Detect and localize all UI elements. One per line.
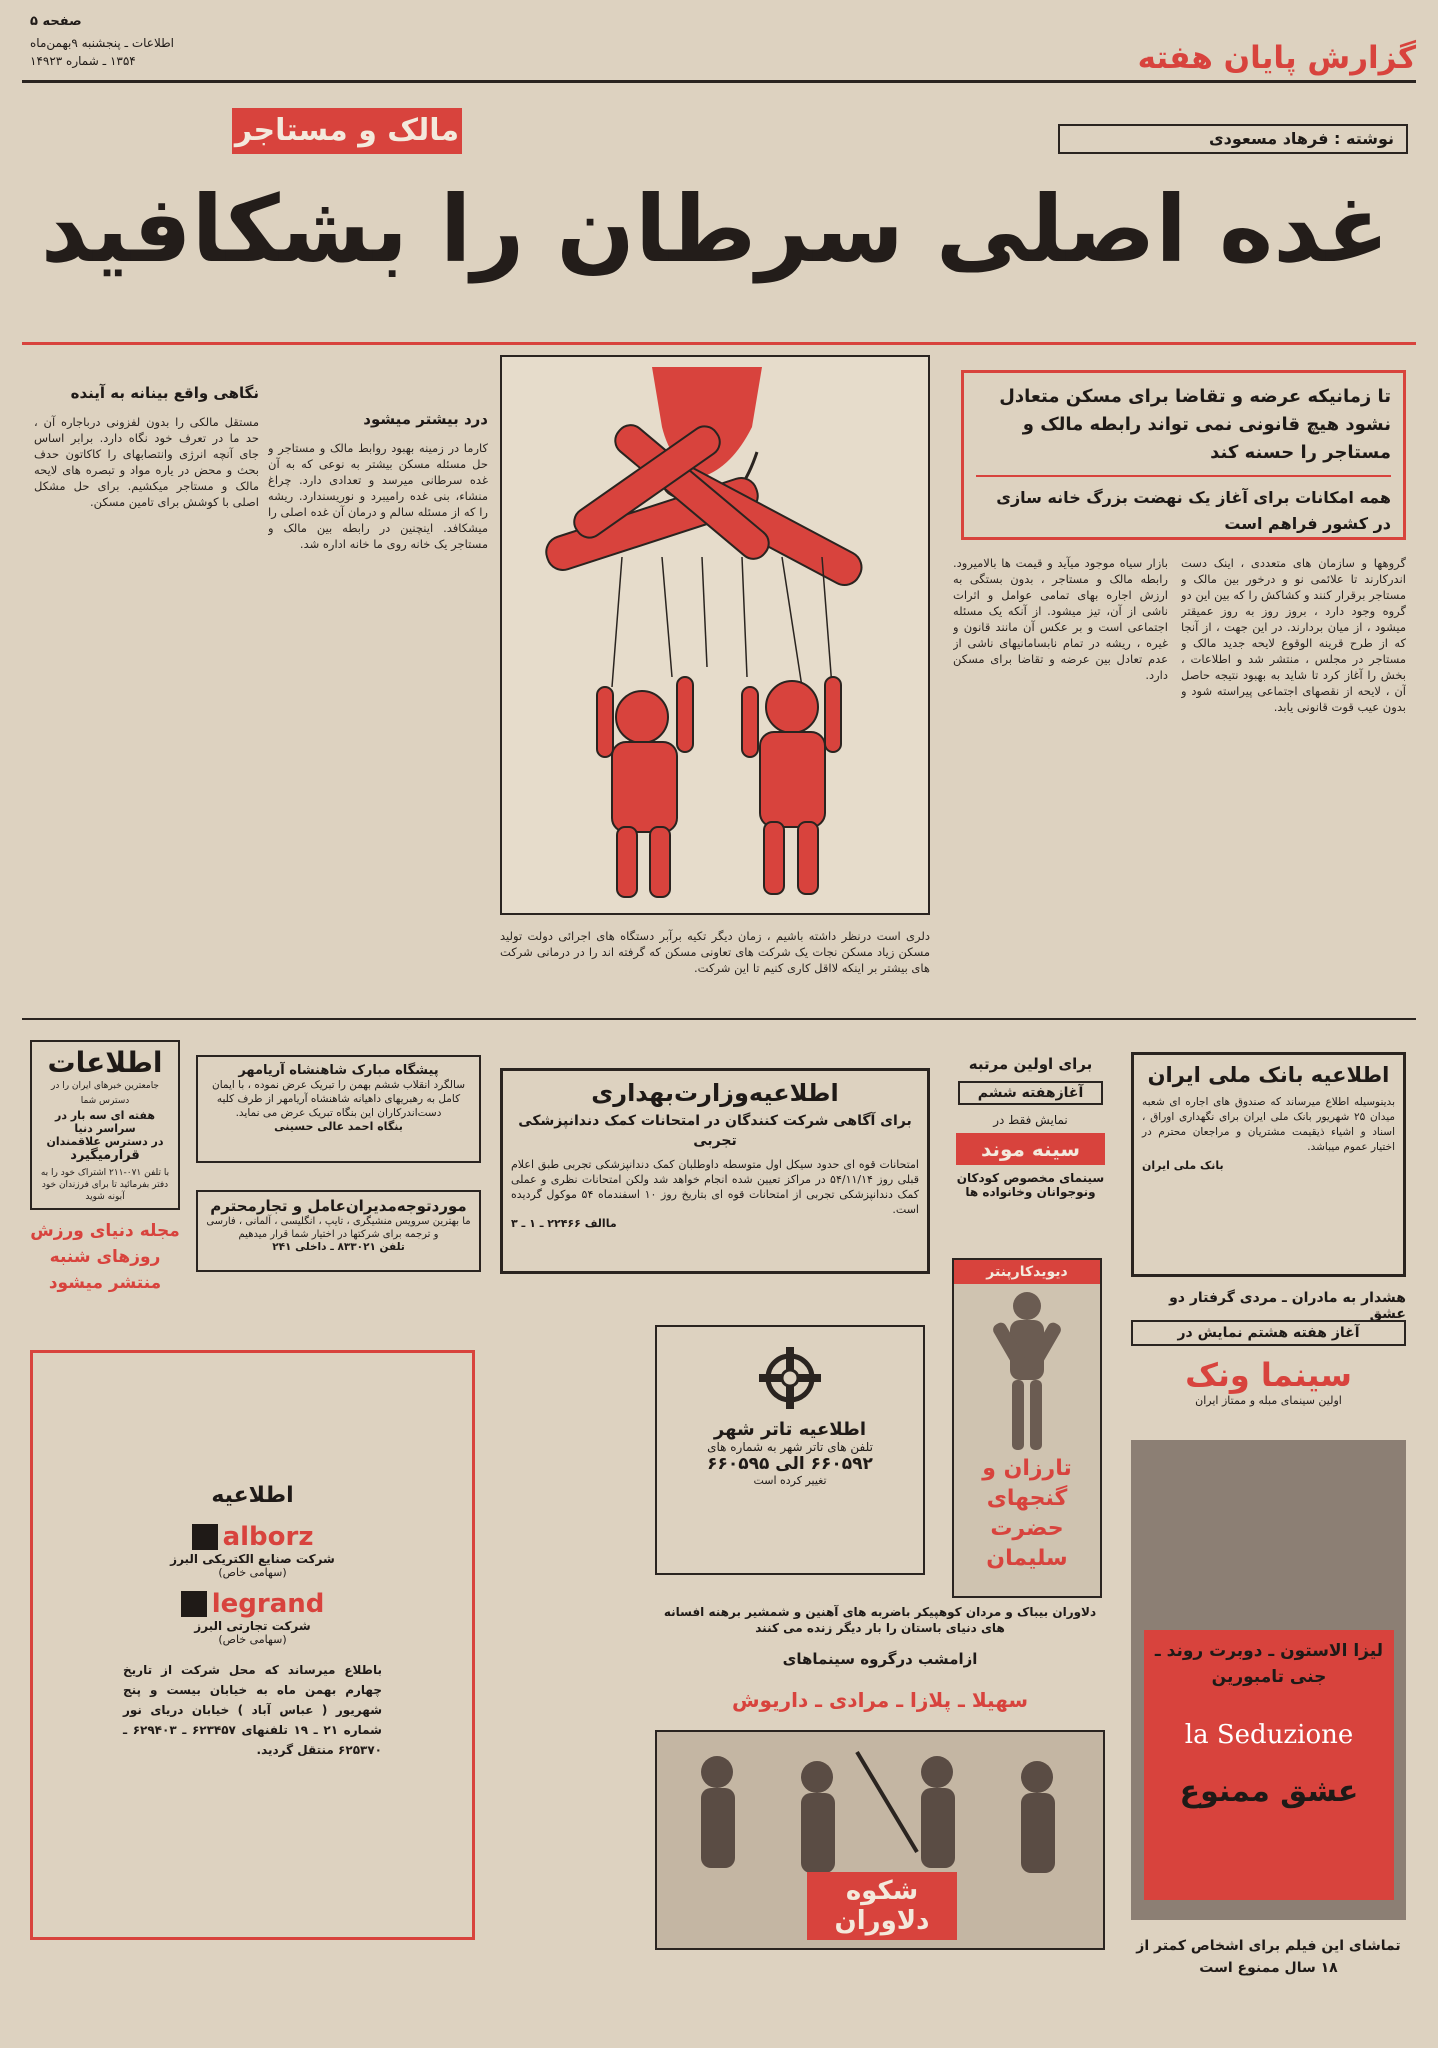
ad-ettelaat: [30, 1040, 180, 1210]
ad-health-subtitle: برای آگاهی شرکت کنندگان در امتحانات کمک دندانپزشکی تجربی: [518, 1113, 912, 1149]
ad-theater-title: اطلاعیه تاتر شهر: [713, 1419, 867, 1440]
article-bottom-rule: [22, 1018, 1416, 1020]
ad-heroes-caption: دلاوران بیباک و مردان کوهپیکر باضربه های آهنین و شمشیر برهنه افسانه های دنیای باستان را بار دیگر زنده می کنند: [663, 1605, 1097, 1635]
tarzan-figure: [954, 1284, 1100, 1454]
ad-congrats: [196, 1055, 481, 1163]
ad-monak-poster: [1131, 1440, 1406, 1920]
ad-ettelaat-line-3: قرارمیگیرد: [70, 1148, 140, 1163]
ad-first-time-line-4: سینمای مخصوص کودکان: [956, 1171, 1105, 1185]
headline: غده اصلی سرطان را بشکافید: [40, 176, 1390, 283]
ad-monak-line2: اولین سینمای مبله و ممتاز ایران: [1195, 1394, 1342, 1407]
ad-alborz-brand1-sub2: (سهامی خاص): [218, 1566, 287, 1579]
ad-monak: [1131, 1320, 1406, 1407]
ad-monak-title-fa: عشق ممنوع: [1179, 1774, 1359, 1809]
lead-text: تا زمانیکه عرضه و تقاضا برای مسکن متعادل نشود هیچ قانونی نمی تواند رابطه مالک و مستاجر را حسنه کند: [999, 386, 1391, 463]
ad-bank-sign: بانک ملی ایران: [1142, 1159, 1224, 1172]
ad-hiring-title: موردتوجه‌مدیران‌عامل و تجارمحترم: [210, 1197, 467, 1215]
article-col-3: کارما در زمینه بهبود روابط مالک و مستاجر و حل مسئله مسکن بیشتر به نوعی که به آن غده سرطانی میرسد و تعدادی دارد. چراغ منشاء، بنی غده رامیبرد و نوریسندارد. ریشه را که از مسئله سالم و درمان آن غده اصلی را میشکافد. اینچنین در رابطه بین مالک و مستاجر یک خانه روی ما خانه اداره شد.: [268, 441, 488, 551]
ad-cinema-warning: هشدار به مادران ـ مردی گرفتار دو عشق: [1169, 1290, 1406, 1322]
ad-first-time-line-2: نمایش فقط در: [993, 1113, 1068, 1127]
ad-bank-body: بدینوسیله اطلاع میرساند که صندوق های اجاره ای شعبه میدان ۲۵ شهریور بانک ملی ایران برای نگهداری اوراق ، اسناد و اشیاء ذیقیمت مشتریان و مراجعان محترم در اختیار عموم میباشد.: [1142, 1096, 1395, 1153]
puppet-cartoon: [502, 357, 928, 913]
ad-heroes-title: شکوه دلاوران: [807, 1872, 957, 1940]
ad-alborz-title: اطلاعیه: [211, 1483, 294, 1508]
ad-bank-title: اطلاعیه بانک ملی ایران: [1147, 1063, 1390, 1087]
ad-monak-title-en: la Seduzione: [1184, 1720, 1354, 1750]
ad-sport-line-2: منتشر میشود: [48, 1273, 162, 1293]
ad-first-time-line-3: سینه موند: [956, 1133, 1105, 1165]
lead-divider: [976, 475, 1391, 477]
lead-text-2: همه امکانات برای آغاز یک نهضت بزرگ خانه سازی در کشور فراهم است: [996, 488, 1391, 533]
ad-first-time-line-5: ونوجوانان وخانواده ها: [965, 1185, 1096, 1199]
article-col-4: مستقل مالکی را بدون لفزونی درباجاره آن ، حد ما در تعرف خود نگاه دارد. برابر اساس جای آنچه انرژی وانتصابهای را کاکاتون حدف بحث و محض در یاره مواد و تبصره های لایحه مالک و مستاجر میکشیم. برای حل مشکل اصلی با کوشش برای تامین مسکن.: [34, 415, 259, 509]
ad-tarzan-studio: دیویدکارپنتر: [954, 1260, 1100, 1284]
ad-sport-line-0: مجله دنیای ورزش: [30, 1221, 180, 1241]
ad-theater-note: تغییر کرده است: [753, 1474, 827, 1487]
author-line: نوشته : فرهاد مسعودی: [1058, 124, 1408, 154]
ad-theater: [655, 1325, 925, 1575]
ad-health-title: اطلاعیه‌وزارت‌بهداری: [591, 1079, 839, 1107]
ad-heroes-tonight: ازامشب درگروه سینماهای: [782, 1650, 978, 1668]
ad-monak-stars: لیزا الاستون ـ دوبرت روند ـ جنی تامبورین: [1154, 1641, 1384, 1687]
ad-congrats-body: سالگرد انقلاب ششم بهمن را تبریک عرض نموده ، با ایمان کامل به رهبریهای داهیانه شاهنشاه آریامهر از طرف کلیه دست‌اندرکاران این بنگاه تبریک عرض می نماید.: [212, 1079, 465, 1119]
ad-ettelaat-line-2: در دسترس علاقمندان: [46, 1135, 164, 1148]
ad-monak-name: سینما ونک: [1185, 1356, 1352, 1394]
legrand-logo-icon: [181, 1591, 207, 1617]
article-col-2: بازار سیاه موجود میآید و قیمت ها بالامیرود. رابطه مالک و مستاجر ، بدون بستگی به ارزش اجاره بهای تمامی عوامل و اثرات ناشی از آن، تیز میشود. از آنکه یک مسئله اجتماعی است و بر عکس آن مانند قانون و غیره ، ریشه در تمام نابسامانیهای ناشی از عدم تعادل بین عرضه و تقاضا برای مسکن دارد.: [953, 556, 1168, 682]
ad-tarzan: [952, 1258, 1102, 1598]
cartoon-illustration: [500, 355, 930, 915]
ad-alborz-body: باطلاع میرساند که محل شرکت از تاریخ چهارم بهمن ماه به خیابان بیست و پنج شهریور ( عباس آباد ) خیابان دریای نور شماره ۲۱ ـ ۱۹ تلفنهای ۶۲۳۴۵۷ ـ ۶۲۹۴۰۳ ـ ۶۲۵۳۷۰ منتقل گردید.: [123, 1663, 382, 1757]
section-title: گزارش پایان هفته: [1137, 40, 1416, 76]
ad-first-time: [948, 1055, 1113, 1255]
ad-hiring-body: ما بهترین سرویس منشیگری ، تایپ ، انگلیسی ، آلمانی ، فارسی و ترجمه برای شرکتها در اختیار شما قرار میدهیم: [206, 1216, 471, 1240]
ad-monak-line1: آغاز هفته هشتم نمایش در: [1131, 1320, 1406, 1346]
ad-health-footer: ماالف ۲۲۴۶۶ ـ ۱ ـ ۳: [511, 1217, 617, 1230]
poster-red-panel: [1144, 1630, 1394, 1900]
article-col-5: دلری است درنظر داشته باشیم ، زمان دیگر تکیه برآبر دستگاه های اجرائی دولت تولید مسکن زیاد مسکن نجات یک شرکت های تعاونی مسکن که گرفته اند را در درمانی شرکت های بیشتر بر اینکه لااقل کاری کنیم تا این شرکت.: [500, 929, 930, 975]
alborz-logo-icon: [192, 1524, 218, 1550]
ad-alborz-brand1-sub: شرکت صنایع الکتریکی البرز: [170, 1552, 335, 1566]
page-label: صفحه ۵: [30, 14, 82, 29]
ad-congrats-title: پیشگاه مبارک شاهنشاه آریامهر: [238, 1063, 439, 1078]
ad-heroes-cinemas: سهیلا ـ پلازا ـ مرادی ـ داریوش: [731, 1688, 1029, 1712]
ad-theater-numbers: ۶۶۰۵۹۲ الی ۶۶۰۵۹۵: [707, 1454, 873, 1474]
ad-congrats-sign: بنگاه احمد عالی حسینی: [274, 1120, 403, 1133]
ad-hiring-phone: تلفن ۸۳۳۰۲۱ ـ داخلی ۲۴۱: [272, 1241, 405, 1253]
ad-ettelaat-title: اطلاعات: [47, 1046, 163, 1079]
ad-alborz: [30, 1350, 475, 1940]
ad-first-time-line-0: برای اولین مرتبه: [968, 1055, 1093, 1073]
ad-tarzan-title: تارزان و گنجهای حضرت سلیمان: [982, 1456, 1072, 1571]
subhead-realistic-view: نگاهی واقع بینانه به آینده: [70, 384, 259, 402]
paper-info: اطلاعات ـ پنجشنبه ۹بهمن‌ماه: [30, 36, 174, 50]
masthead-rule: [22, 80, 1416, 83]
ad-sport: [30, 1218, 180, 1296]
ad-alborz-brand2-sub2: (سهامی خاص): [218, 1633, 287, 1646]
article-kicker: مالک و مستاجر: [232, 108, 462, 154]
ad-ettelaat-line-1: هفته ای سه بار در سراسر دنیا: [55, 1109, 155, 1135]
ad-health-ministry: [500, 1068, 930, 1274]
ad-first-time-line-1: آغازهفته ششم: [958, 1081, 1103, 1105]
issue-info: ۱۳۵۴ ـ شماره ۱۴۹۲۳: [30, 54, 136, 68]
article-col-1: گروهها و سازمان های متعددی ، اینک دست اندرکارند تا علائمی نو و درخور بین مالک و مستاجر برقرار کنند و کشاکش را که بین این دو گروه وجود دارد ، بروز روز به روز عمیقتر میشود ، از میان بردارند. در این جهت ، از آنجا که از طرح قرینه الوقوع لایحه جدید مالک و مستاجر در مجلس ، منتشر شد و اطلاعات ، بخش را آغاز کرد تا شاید به بهبود نتیجه حاصل آن ، لایحه از نقصهای اجتماعی پیراسته شود و بدون عیب قوت قانونی یابد.: [1181, 556, 1406, 714]
ad-ettelaat-footer: با تلفن ۰۷۱-۲۱۱ اشتراک خود را به دفتر بفرمائید تا برای فرزندان خود آبونه شوید: [40, 1168, 170, 1202]
ad-alborz-brand1: alborz: [222, 1522, 314, 1552]
ad-theater-line: تلفن های تاتر شهر به شماره های: [707, 1440, 873, 1454]
ad-heroes-poster: [655, 1730, 1105, 1950]
lead-box: [961, 370, 1406, 540]
ad-alborz-brand2-sub: شرکت تجارتی البرز: [194, 1619, 311, 1633]
ad-monak-footer: تماشای این فیلم برای اشخاص کمتر از ۱۸ سال ممنوع است: [1136, 1938, 1401, 1976]
theater-emblem-icon: [755, 1343, 825, 1413]
ad-alborz-brand2: legrand: [211, 1589, 325, 1619]
ad-health-body: امتحانات قوه ای حدود سیکل اول متوسطه داوطلبان کمک دندانپزشکی تجربی طبق اعلام قبلی روز ۵۴/۱۱/۱۴ در مراکز تعیین شده انجام خواهد شد ولکن امتحانات نظری و عملی کمک دندانپزشکی تجربی از امتحانات قوه ای بتاریخ روز ۱۰ اسفندماه ۵۴ موکول گردیده است.: [511, 1158, 919, 1216]
ad-ettelaat-line-0: جامعترین خبرهای ایران را در دسترس شما: [50, 1081, 159, 1106]
ad-sport-line-1: روزهای شنبه: [49, 1247, 161, 1267]
ad-hiring: [196, 1190, 481, 1272]
subhead-more-pain: درد بیشتر میشود: [363, 410, 488, 428]
ad-bank-melli: [1131, 1052, 1406, 1277]
headline-red-rule: [22, 342, 1416, 345]
